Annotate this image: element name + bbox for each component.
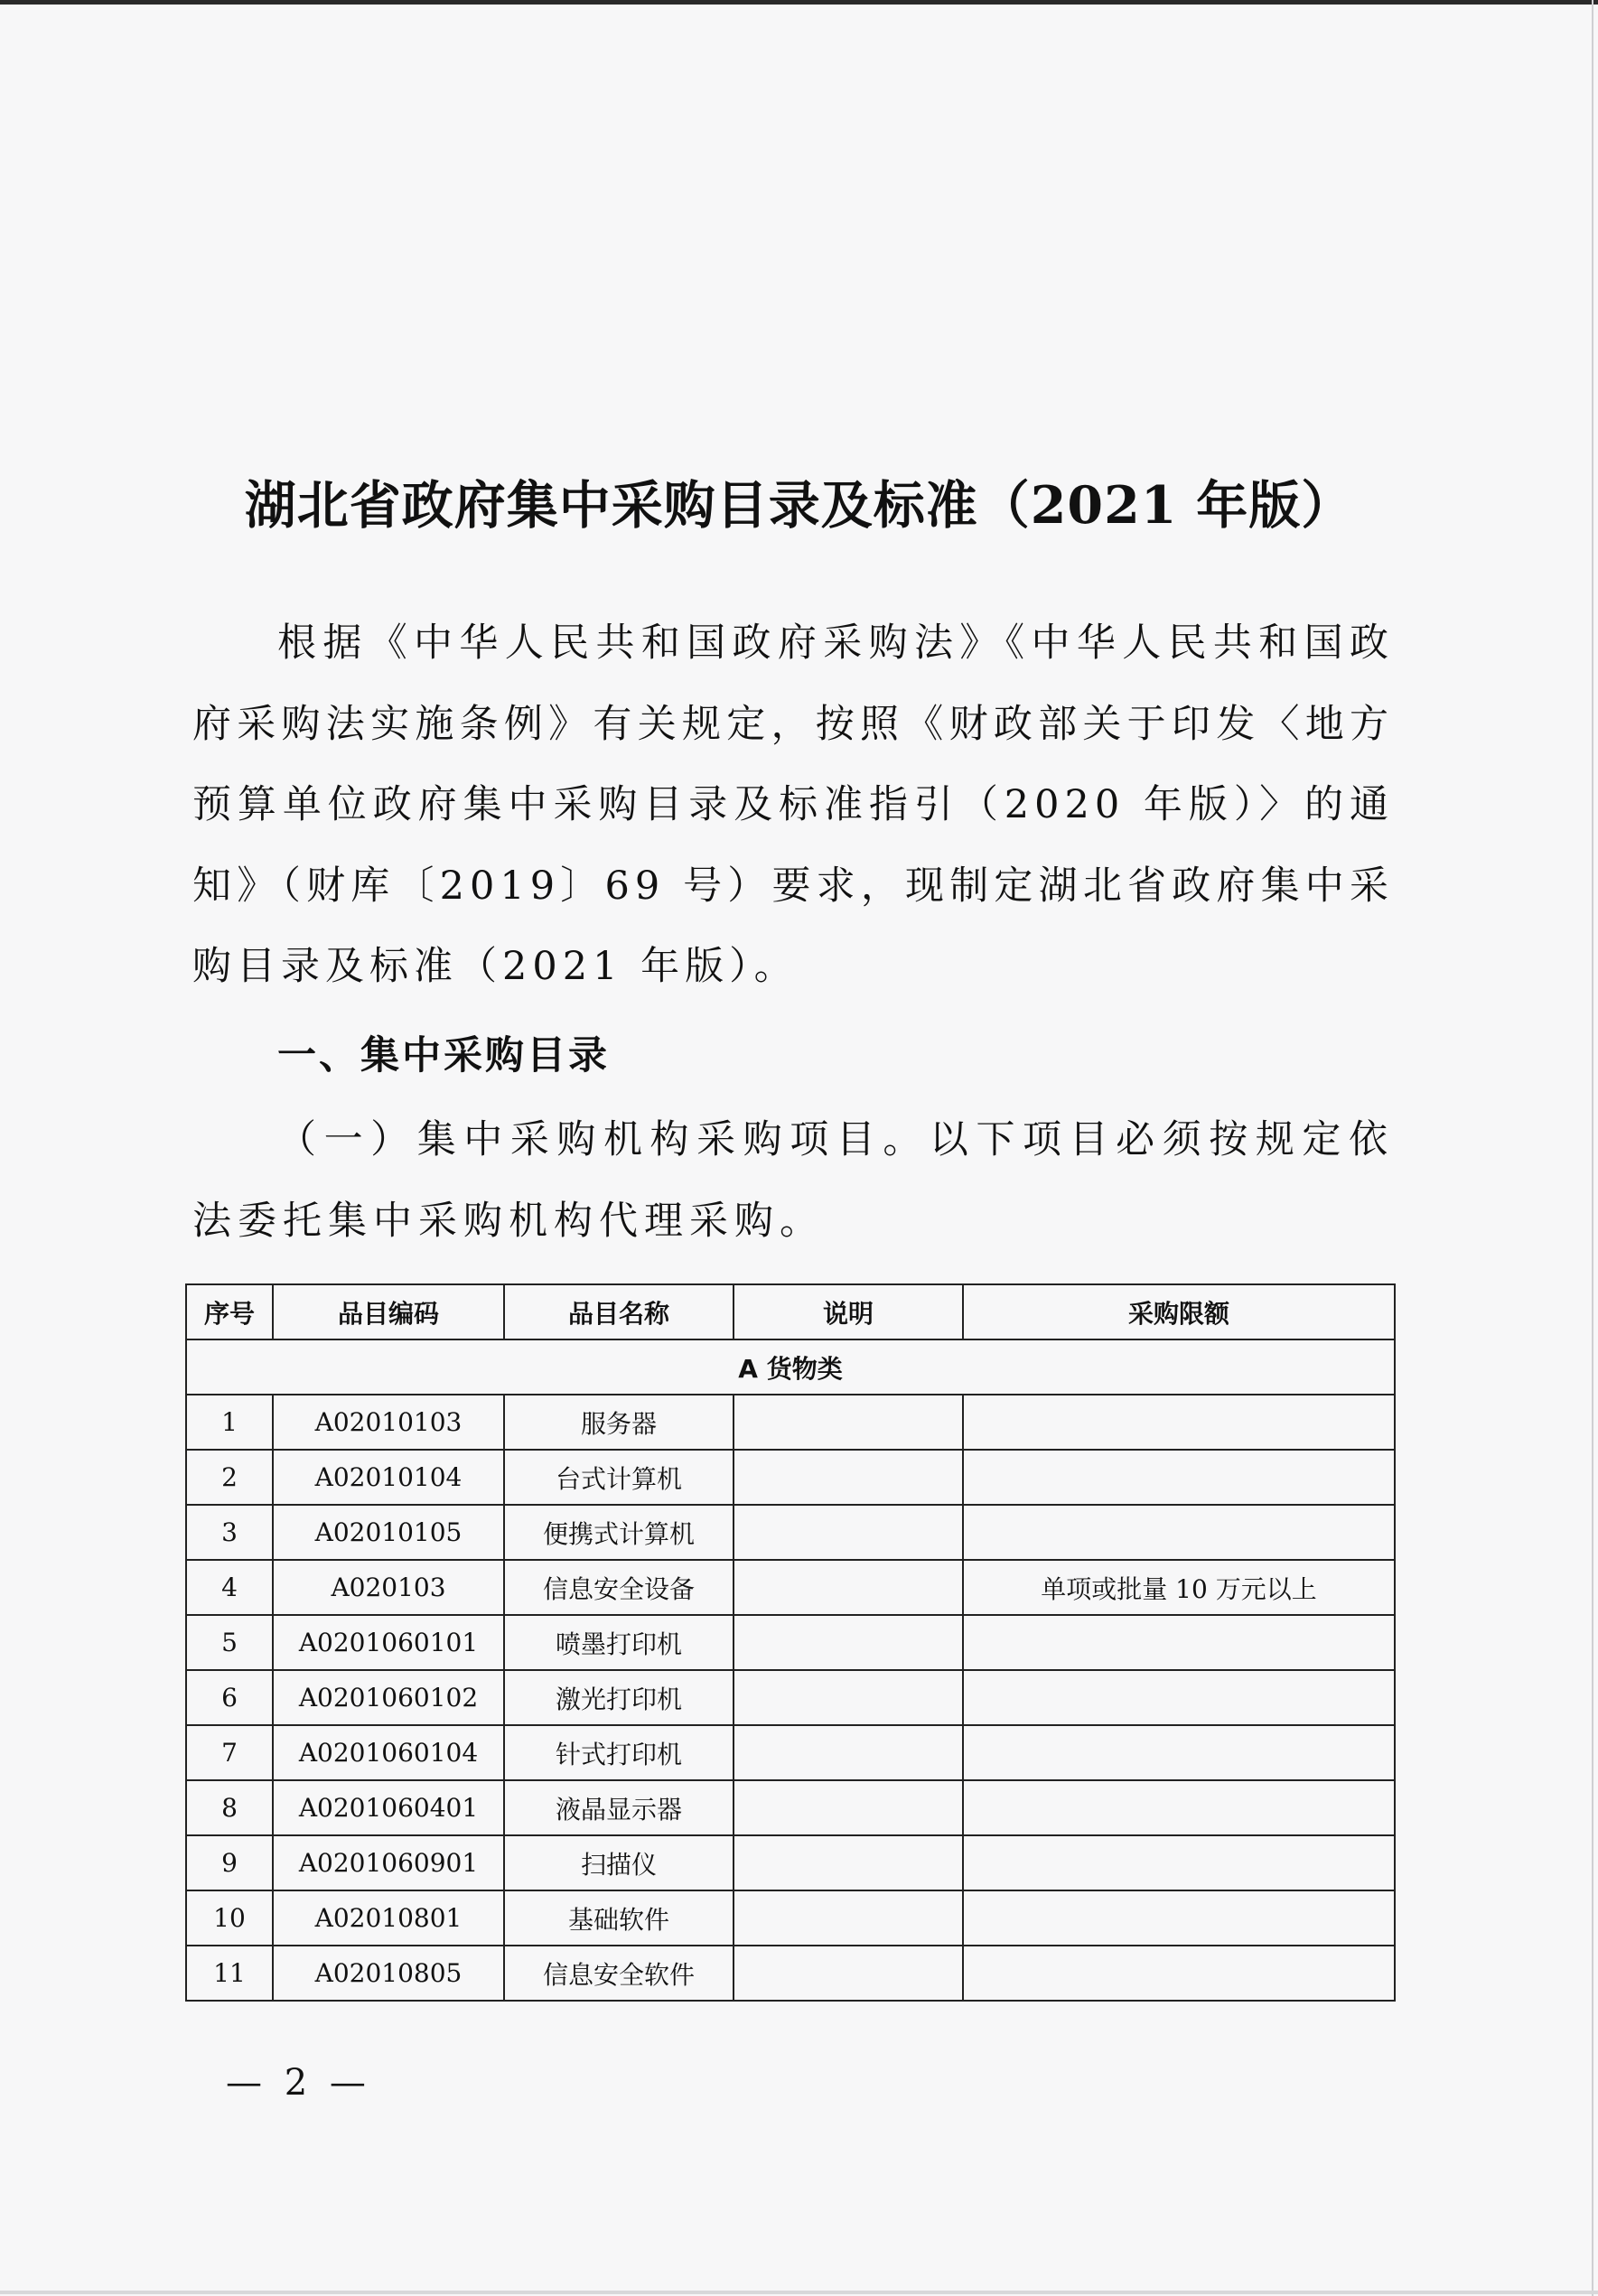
row-index: 10	[186, 1890, 273, 1946]
row-name: 液晶显示器	[504, 1780, 734, 1835]
table-row	[186, 1780, 1395, 1835]
table-row	[186, 1890, 1395, 1946]
row-name: 扫描仪	[504, 1835, 734, 1890]
row-limit-blank	[963, 1670, 1395, 1725]
page-number: — 2 —	[226, 2062, 371, 2104]
table-row	[186, 1395, 1395, 1450]
row-code: A02010104	[273, 1450, 504, 1505]
category-label: A 货物类	[186, 1339, 1395, 1395]
header-cell-limit: 采购限额	[963, 1284, 1395, 1339]
row-limit-blank	[963, 1395, 1395, 1450]
header-cell-code: 品目编码	[273, 1284, 504, 1339]
document-title: 湖北省政府集中采购目录及标准（2021 年版）	[244, 475, 1354, 536]
page-bottom-edge	[0, 2291, 1598, 2294]
row-limit-blank	[963, 1725, 1395, 1780]
row-note	[734, 1450, 963, 1505]
subsection-paragraph: （一）集中采购机构采购项目。以下项目必须按规定依法委托集中采购机构代理采购。	[192, 1117, 1394, 1244]
row-index: 11	[186, 1946, 273, 2001]
table-row	[186, 1835, 1395, 1890]
category-row	[186, 1339, 1395, 1395]
row-name: 服务器	[504, 1395, 734, 1450]
table-row	[186, 1670, 1395, 1725]
row-limit-blank	[963, 1890, 1395, 1946]
row-limit-blank	[963, 1450, 1395, 1505]
row-name: 台式计算机	[504, 1450, 734, 1505]
row-limit-blank	[963, 1505, 1395, 1560]
row-note	[734, 1946, 963, 2001]
table-row	[186, 1946, 1395, 2001]
table-row	[186, 1725, 1395, 1780]
row-index: 3	[186, 1505, 273, 1560]
row-note	[734, 1395, 963, 1450]
row-index: 2	[186, 1450, 273, 1505]
row-name: 喷墨打印机	[504, 1615, 734, 1670]
row-note	[734, 1615, 963, 1670]
row-code: A0201060401	[273, 1780, 504, 1835]
row-index: 6	[186, 1670, 273, 1725]
table-row	[186, 1560, 1395, 1615]
row-limit-blank	[963, 1835, 1395, 1890]
row-note	[734, 1780, 963, 1835]
row-index: 8	[186, 1780, 273, 1835]
row-name: 信息安全设备	[504, 1560, 734, 1615]
row-code: A0201060901	[273, 1835, 504, 1890]
row-limit-blank	[963, 1946, 1395, 2001]
row-index: 5	[186, 1615, 273, 1670]
row-limit-blank	[963, 1615, 1395, 1670]
row-code: A02010801	[273, 1890, 504, 1946]
row-name: 针式打印机	[504, 1725, 734, 1780]
intro-paragraph: 根据《中华人民共和国政府采购法》《中华人民共和国政府采购法实施条例》有关规定，按照《财政部关于印发〈地方预算单位政府集中采购目录及标准指引（2020 年版）〉的通知》（财库〔2019〕69 号）要求，现制定湖北省政府集中采购目录及标准（2021 年版）。	[192, 621, 1394, 989]
header-cell-note: 说明	[734, 1284, 963, 1339]
row-name: 便携式计算机	[504, 1505, 734, 1560]
row-name: 激光打印机	[504, 1670, 734, 1725]
procurement-catalog-table	[185, 1283, 1396, 2002]
row-index: 7	[186, 1725, 273, 1780]
row-limit-blank	[963, 1780, 1395, 1835]
row-note	[734, 1505, 963, 1560]
row-code: A0201060104	[273, 1725, 504, 1780]
page-right-edge	[1592, 0, 1593, 2296]
row-name: 信息安全软件	[504, 1946, 734, 2001]
row-index: 1	[186, 1395, 273, 1450]
row-code: A020103	[273, 1560, 504, 1615]
table-row	[186, 1450, 1395, 1505]
row-note	[734, 1835, 963, 1890]
row-index: 9	[186, 1835, 273, 1890]
table-header-row	[186, 1284, 1395, 1339]
table-row	[186, 1615, 1395, 1670]
header-cell-name: 品目名称	[504, 1284, 734, 1339]
row-code: A02010105	[273, 1505, 504, 1560]
row-code: A0201060101	[273, 1615, 504, 1670]
row-note	[734, 1890, 963, 1946]
header-cell-index: 序号	[186, 1284, 273, 1339]
row-name: 基础软件	[504, 1890, 734, 1946]
row-code: A02010103	[273, 1395, 504, 1450]
row-note	[734, 1560, 963, 1615]
row-note	[734, 1725, 963, 1780]
section-heading: 一、集中采购目录	[277, 1033, 610, 1078]
table-row	[186, 1505, 1395, 1560]
row-index: 4	[186, 1560, 273, 1615]
row-note	[734, 1670, 963, 1725]
page-top-edge	[0, 0, 1598, 5]
row-code: A02010805	[273, 1946, 504, 2001]
row-limit: 单项或批量 10 万元以上	[963, 1560, 1395, 1615]
row-code: A0201060102	[273, 1670, 504, 1725]
